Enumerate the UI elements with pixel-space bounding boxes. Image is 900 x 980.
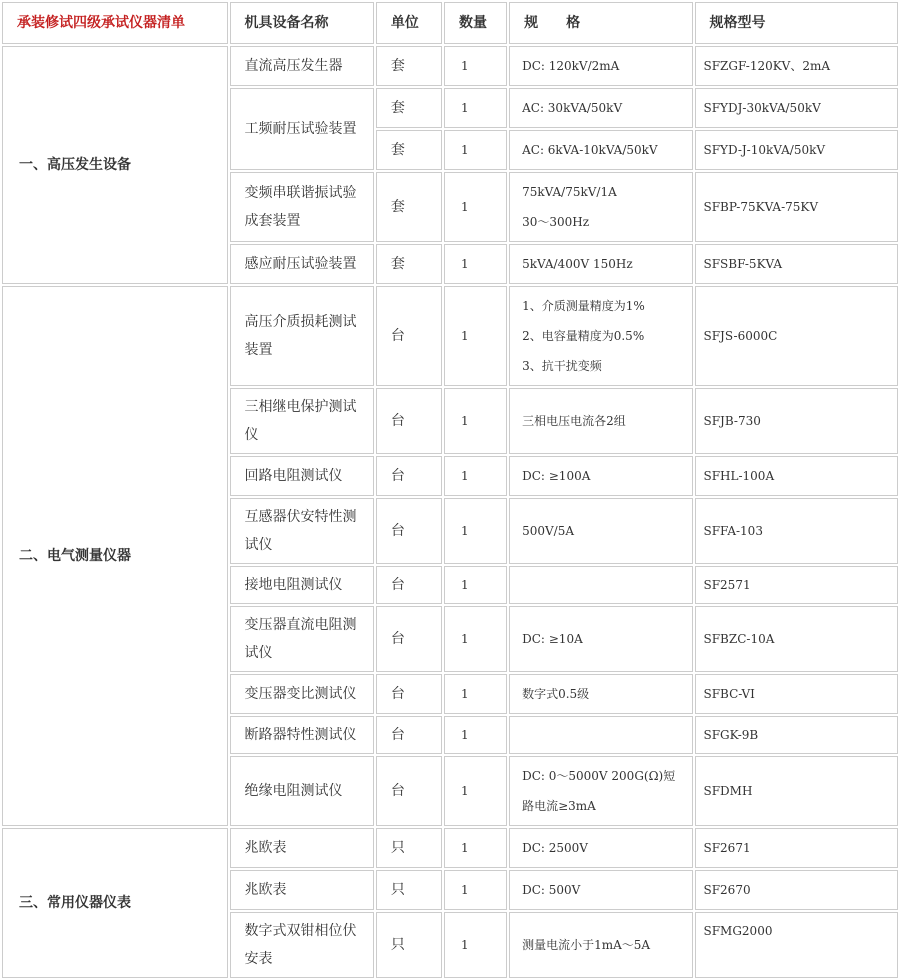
spec-line: 测量电流小于1mA～5A [522, 938, 651, 952]
equipment-name: 数字式双钳相位伏安表 [230, 912, 374, 978]
unit-cell: 只 [376, 912, 442, 978]
unit-cell: 台 [376, 388, 442, 454]
spec-cell [509, 674, 692, 714]
spec-cell [509, 912, 692, 978]
model-cell: SFHL-100A [695, 456, 899, 496]
category-cell: 一、高压发生设备 [2, 46, 228, 284]
equipment-name: 直流高压发生器 [230, 46, 374, 86]
table-row [2, 828, 898, 868]
model-cell: SF2670 [695, 870, 899, 910]
equipment-name: 三相继电保护测试仪 [230, 388, 374, 454]
model-cell: SFYD-J-10kVA/50kV [695, 130, 899, 170]
equipment-name: 兆欧表 [230, 870, 374, 910]
qty-cell: 1 [444, 388, 507, 454]
model-cell: SFBP-75KVA-75KV [695, 172, 899, 242]
spec-cell [509, 88, 692, 128]
unit-cell: 台 [376, 456, 442, 496]
spec-cell [509, 286, 692, 386]
model-cell: SFJS-6000C [695, 286, 899, 386]
spec-line: 三相电压电流各2组 [522, 414, 626, 428]
model-cell: SFMG2000 [695, 912, 899, 978]
equipment-name: 兆欧表 [230, 828, 374, 868]
model-cell: SFGK-9B [695, 716, 899, 754]
spec-cell [509, 716, 692, 754]
qty-cell: 1 [444, 286, 507, 386]
table-row [2, 46, 898, 86]
unit-cell: 台 [376, 756, 442, 826]
unit-cell: 台 [376, 606, 442, 672]
model-cell: SFYDJ-30kVA/50kV [695, 88, 899, 128]
spec-cell [509, 606, 692, 672]
model-cell: SFDMH [695, 756, 899, 826]
model-cell: SFJB-730 [695, 388, 899, 454]
spec-cell [509, 388, 692, 454]
category-cell: 二、电气测量仪器 [2, 286, 228, 826]
equipment-name: 回路电阻测试仪 [230, 456, 374, 496]
qty-cell: 1 [444, 498, 507, 564]
qty-cell: 1 [444, 674, 507, 714]
spec-line: AC: 6kVA-10kVA/50kV [522, 143, 658, 157]
spec-cell [509, 498, 692, 564]
spec-cell [509, 46, 692, 86]
qty-cell: 1 [444, 130, 507, 170]
spec-cell [509, 456, 692, 496]
spec-line: DC: ≥100A [522, 469, 591, 483]
table-header-row [2, 2, 898, 44]
qty-cell: 1 [444, 46, 507, 86]
spec-line: DC: 120kV/2mA [522, 59, 620, 73]
col-header-model: 规格型号 [695, 2, 899, 44]
qty-cell: 1 [444, 88, 507, 128]
equipment-name: 绝缘电阻测试仪 [230, 756, 374, 826]
spec-cell [509, 244, 692, 284]
spec-cell [509, 130, 692, 170]
unit-cell: 套 [376, 46, 442, 86]
equipment-name: 变压器变比测试仪 [230, 674, 374, 714]
spec-cell [509, 828, 692, 868]
unit-cell: 台 [376, 674, 442, 714]
unit-cell: 套 [376, 172, 442, 242]
unit-cell: 台 [376, 716, 442, 754]
model-cell: SFSBF-5KVA [695, 244, 899, 284]
spec-cell [509, 870, 692, 910]
spec-line: 75kVA/75kV/1A [522, 185, 617, 199]
qty-cell: 1 [444, 172, 507, 242]
equipment-name: 变压器直流电阻测试仪 [230, 606, 374, 672]
spec-line: 5kVA/400V 150Hz [522, 257, 633, 271]
equipment-name: 接地电阻测试仪 [230, 566, 374, 604]
spec-line: 500V/5A [522, 524, 575, 538]
qty-cell: 1 [444, 456, 507, 496]
unit-cell: 只 [376, 828, 442, 868]
unit-cell: 台 [376, 286, 442, 386]
spec-line: AC: 30kVA/50kV [522, 101, 623, 115]
unit-cell: 套 [376, 88, 442, 128]
spec-cell [509, 566, 692, 604]
col-header-unit: 单位 [376, 2, 442, 44]
unit-cell: 套 [376, 130, 442, 170]
qty-cell: 1 [444, 606, 507, 672]
qty-cell: 1 [444, 828, 507, 868]
model-cell: SF2671 [695, 828, 899, 868]
unit-cell: 只 [376, 870, 442, 910]
model-cell: SFBZC-10A [695, 606, 899, 672]
equipment-name: 工频耐压试验装置 [230, 88, 374, 170]
spec-line: 2、电容量精度为0.5% [522, 329, 645, 343]
spec-line: 30～300Hz [522, 215, 590, 229]
col-header-spec: 规 格 [509, 2, 692, 44]
equipment-name: 高压介质损耗测试装置 [230, 286, 374, 386]
qty-cell: 1 [444, 870, 507, 910]
unit-cell: 套 [376, 244, 442, 284]
spec-line: 数字式0.5级 [522, 687, 590, 701]
col-header-qty: 数量 [444, 2, 507, 44]
model-cell: SFZGF-120KV、2mA [695, 46, 899, 86]
col-header-name: 机具设备名称 [230, 2, 374, 44]
unit-cell: 台 [376, 566, 442, 604]
model-cell: SFBC-VI [695, 674, 899, 714]
qty-cell: 1 [444, 566, 507, 604]
spec-cell [509, 172, 692, 242]
category-cell: 三、常用仪器仪表 [2, 828, 228, 978]
model-cell: SFFA-103 [695, 498, 899, 564]
table-title: 承装修试四级承试仪器清单 [2, 2, 228, 44]
equipment-name: 变频串联谐振试验成套装置 [230, 172, 374, 242]
spec-line: 1、介质测量精度为1% [522, 299, 645, 313]
equipment-name: 感应耐压试验装置 [230, 244, 374, 284]
spec-line: DC: 0～5000V 200G(Ω)短路电流≥3mA [522, 769, 676, 813]
spec-line: DC: ≥10A [522, 632, 583, 646]
spec-cell [509, 756, 692, 826]
qty-cell: 1 [444, 756, 507, 826]
spec-line: 3、抗干扰变频 [522, 359, 602, 373]
qty-cell: 1 [444, 716, 507, 754]
unit-cell: 台 [376, 498, 442, 564]
table-row [2, 286, 898, 386]
equipment-name: 断路器特性测试仪 [230, 716, 374, 754]
spec-line: DC: 500V [522, 883, 581, 897]
qty-cell: 1 [444, 244, 507, 284]
qty-cell: 1 [444, 912, 507, 978]
model-cell: SF2571 [695, 566, 899, 604]
equipment-name: 互感器伏安特性测试仪 [230, 498, 374, 564]
spec-line: DC: 2500V [522, 841, 588, 855]
